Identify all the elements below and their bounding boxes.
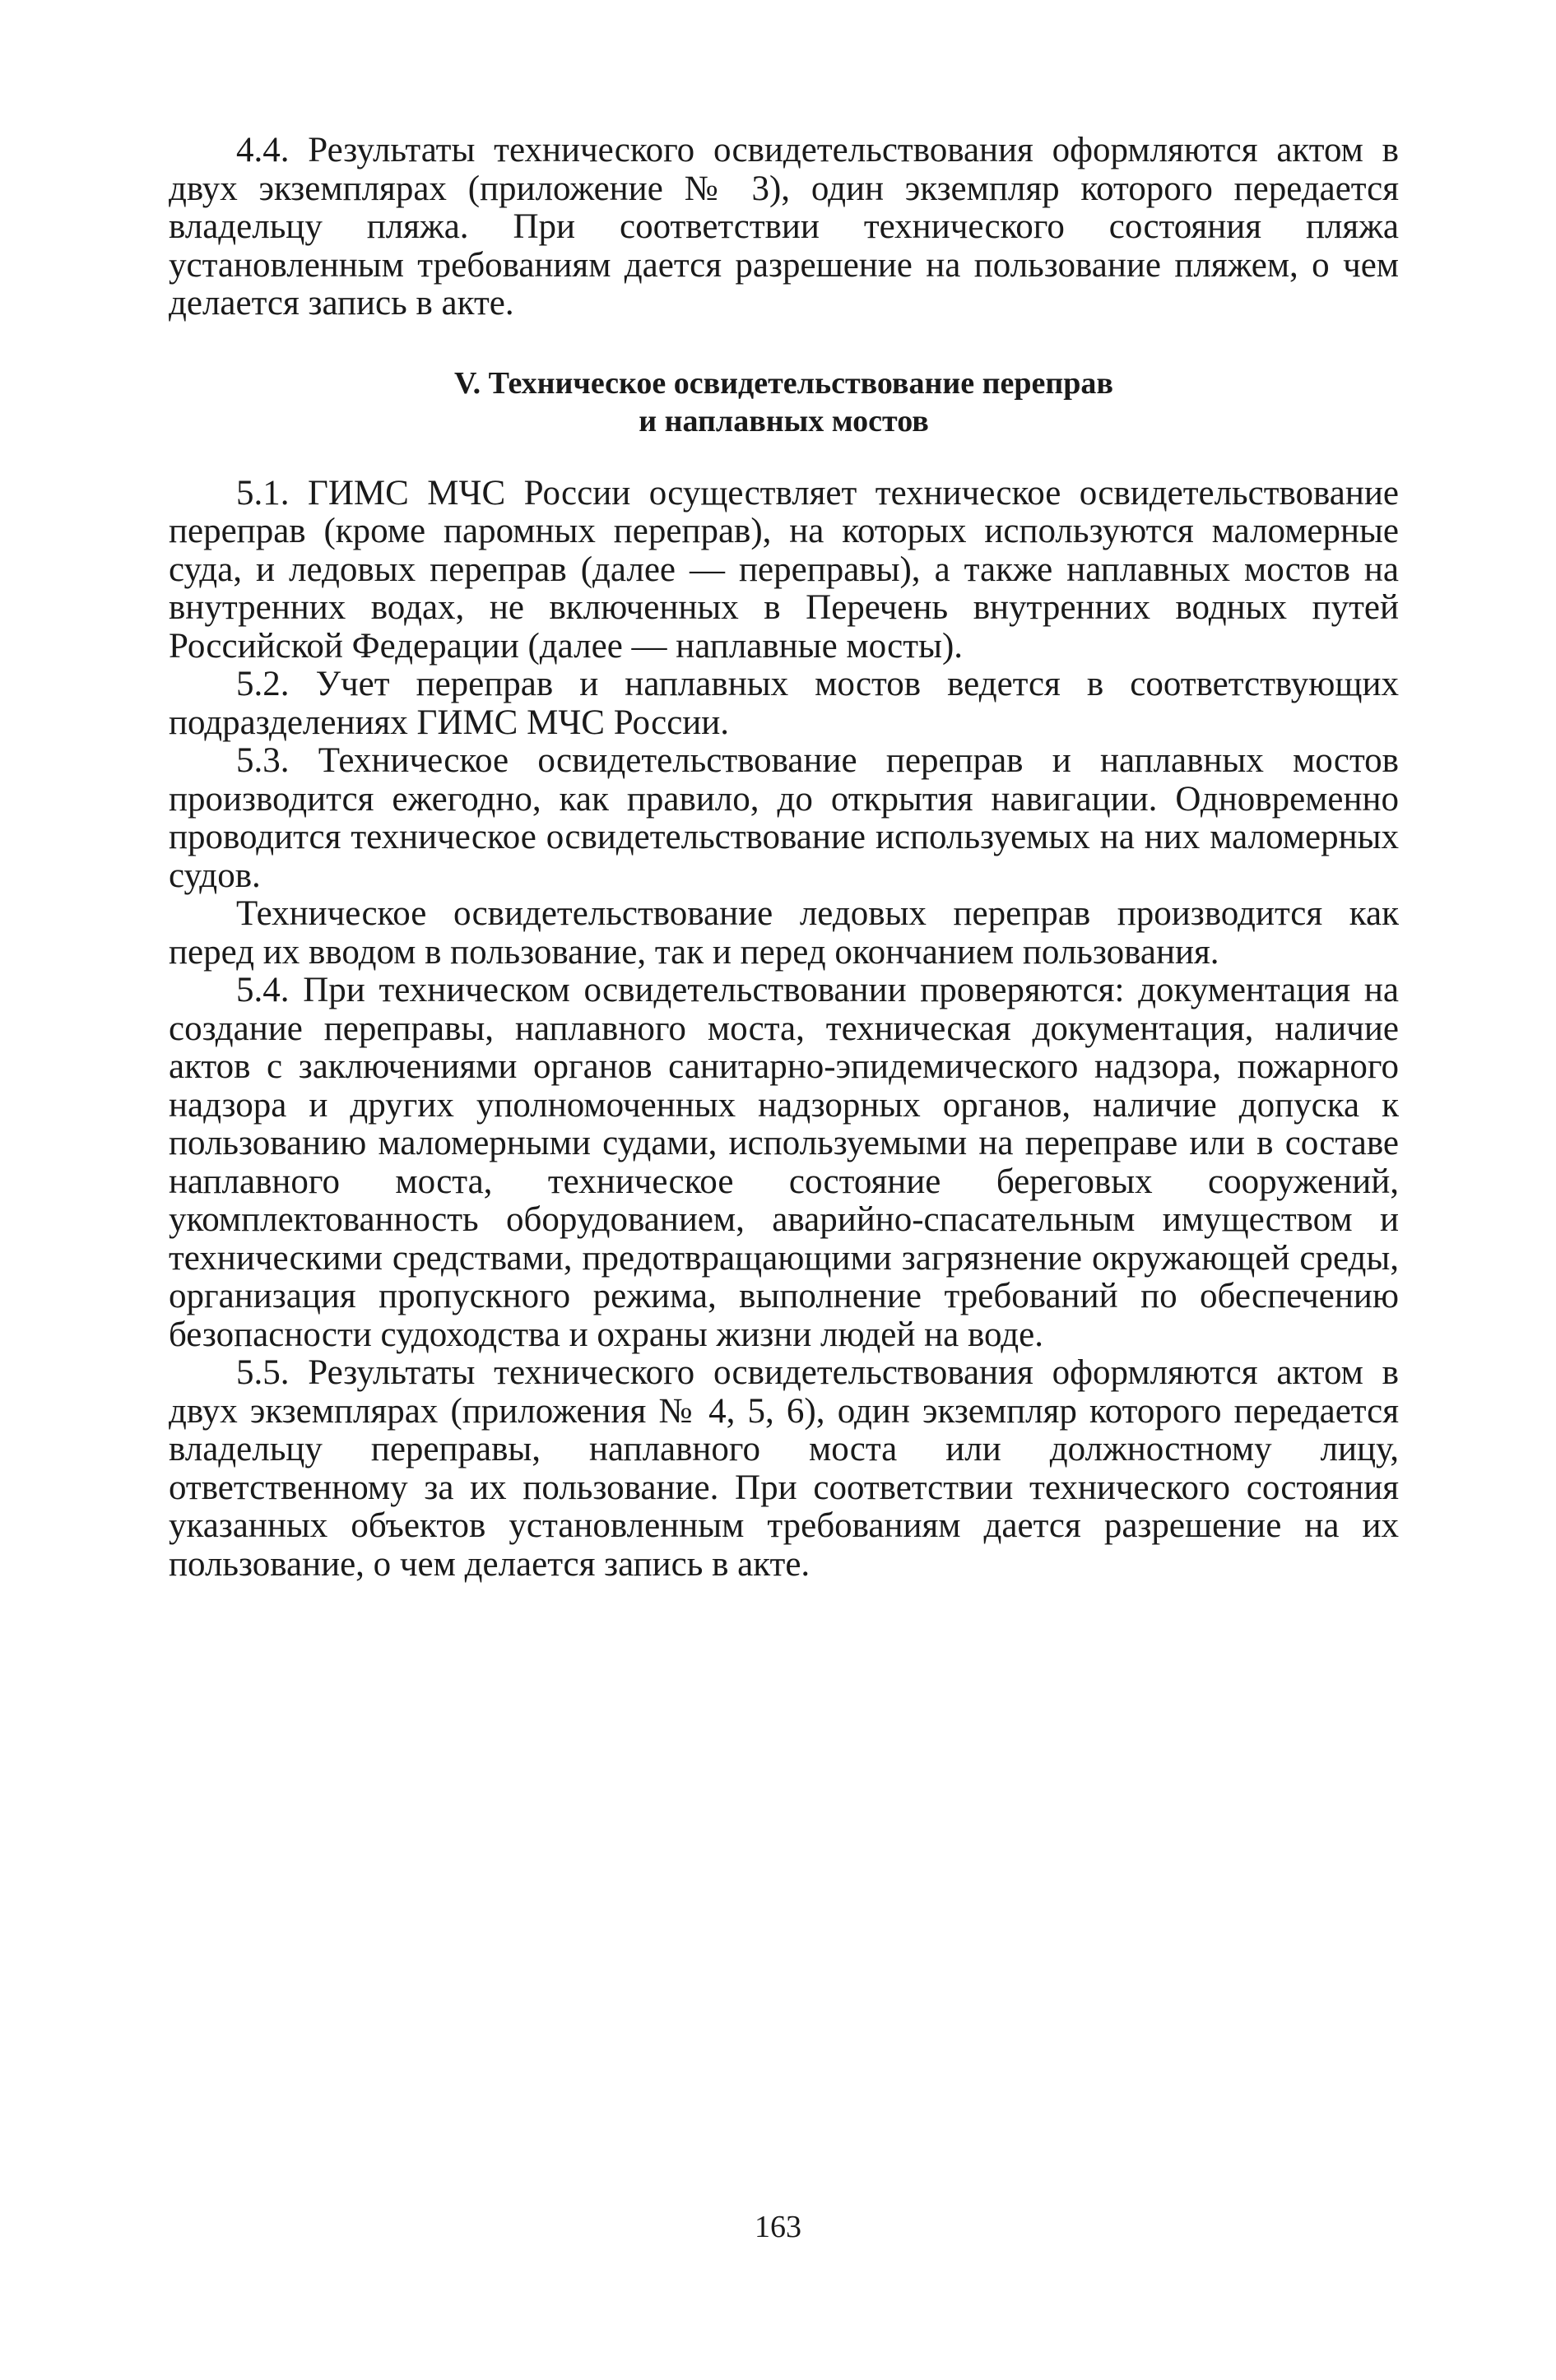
document-page (169, 132, 1399, 1584)
paragraph-5-2: 5.2. Учет переправ и наплавных мостов ведется в соответствующих подразделениях ГИМС МЧС России. (169, 665, 1399, 742)
paragraph-5-5: 5.5. Результаты технического освидетельствования оформляются актом в двух экземплярах (приложения № 4, 5, 6), один экземпляр которого передается владельцу переправы, наплавного моста или должностному лицу, ответственному за их пользование. При соответствии технического состояния указанных объектов установленным требованиям дается разрешение на их пользование, о чем делается запись в акте. (169, 1353, 1399, 1584)
section-title-line1: V. Техническое освидетельствование переправ (454, 365, 1113, 401)
page-number: 163 (755, 2210, 801, 2244)
paragraph-5-1: 5.1. ГИМС МЧС России осуществляет техническое освидетельствование переправ (кроме паромных переправ), на которых используются маломерные суда, и ледовых переправ (далее — переправы), а также наплавных мостов на внутренних водах, не включенных в Перечень внутренних водных путей Российской Федерации (далее — наплавные мосты). (169, 473, 1399, 666)
section-title (169, 364, 1399, 440)
paragraph-4-4: 4.4. Результаты технического освидетельствования оформляются актом в двух экземплярах (приложение № 3), один экземпляр которого передается владельцу пляжа. При соответствии технического состояния пляжа установленным требованиям дается разрешение на пользование пляжем, о чем делается запись в акте. (169, 131, 1399, 322)
section-title-line2: и наплавных мостов (639, 403, 929, 438)
paragraph-5-4: 5.4. При техническом освидетельствовании проверяются: документация на создание переправы, наплавного моста, техническая документация, наличие актов с заключениями органов санитарно-эпидемического надзора, пожарного надзора и других уполномоченных надзорных органов, наличие допуска к пользованию маломерными судами, используемыми на переправе или в составе наплавного моста, техническое состояние береговых сооружений, укомплектованность оборудованием, аварийно-спасательным имуществом и техническими средствами, предотвращающими загрязнение окружающей среды, организация пропускного режима, выполнение требований по обеспечению безопасности судоходства и охраны жизни людей на воде. (169, 971, 1399, 1354)
paragraph-5-3-ice: Техническое освидетельствование ледовых переправ производится как перед их вводом в пользование, так и перед окончанием пользования. (169, 894, 1399, 972)
paragraph-5-3: 5.3. Техническое освидетельствование переправ и наплавных мостов производится ежегодно, как правило, до открытия навигации. Одновременно проводится техническое освидетельствование используемых на них маломерных судов. (169, 741, 1399, 895)
